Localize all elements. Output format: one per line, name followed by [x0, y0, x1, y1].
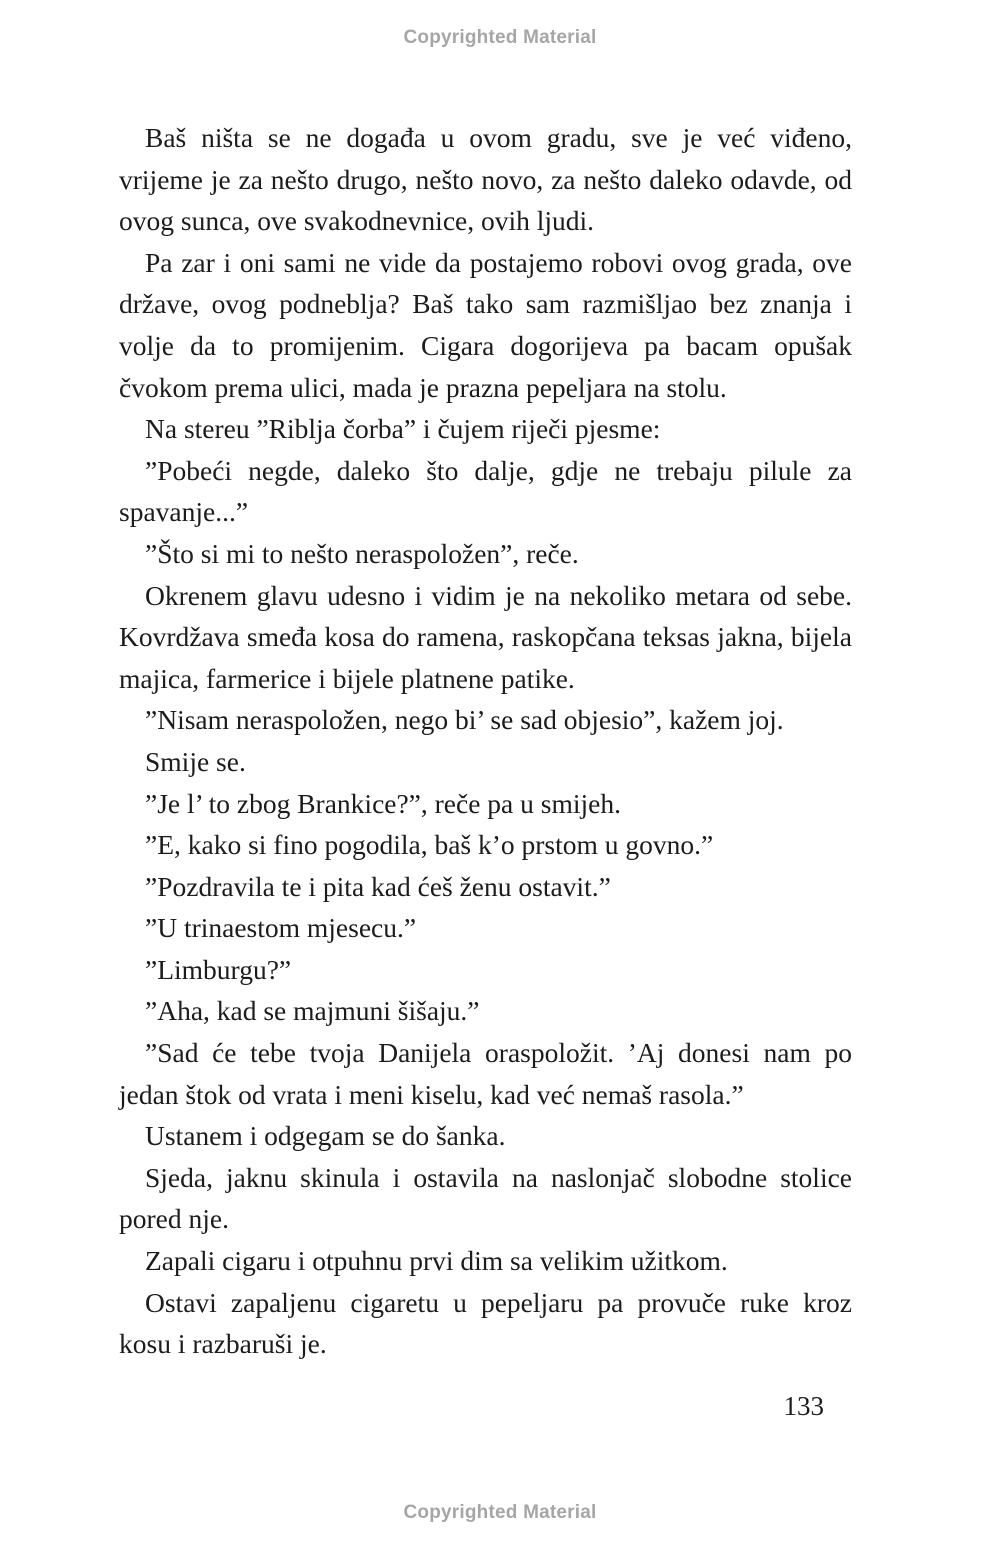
paragraph: Ostavi zapaljenu cigaretu u pepeljaru pa provuče ruke kroz kosu i razbaruši je.	[119, 1286, 852, 1360]
copyright-watermark-bottom: Copyrighted Material	[403, 1502, 597, 1523]
paragraph: Smije se.	[145, 745, 246, 777]
page-body-text	[119, 117, 852, 1365]
paragraph: ”Pobeći negde, daleko što dalje, gdje ne trebaju pilule za spavanje...”	[119, 454, 852, 528]
paragraph: Pa zar i oni sami ne vide da postajemo robovi ovog grada, ove države, ovog podneblja? Baš tako sam razmišljao bez znanja i volje da to promijenim. Cigara dogorijeva pa bacam opušak čvokom prema ulici, mada je prazna pepeljara na stolu.	[119, 246, 852, 403]
paragraph: Sjeda, jaknu skinula i ostavila na naslonjač slobodne stolice pored nje.	[119, 1161, 852, 1235]
paragraph: ”E, kako si fino pogodila, baš k’o prstom u govno.”	[145, 829, 714, 861]
paragraph: ”U trinaestom mjesecu.”	[145, 912, 417, 944]
paragraph: Na stereu ”Riblja čorba” i čujem riječi pjesme:	[145, 413, 661, 445]
paragraph: Zapali cigaru i otpuhnu prvi dim sa velikim užitkom.	[145, 1245, 728, 1277]
paragraph: ”Što si mi to nešto neraspoložen”, reče.	[145, 537, 579, 569]
page-number: 133	[783, 1391, 824, 1421]
paragraph: ”Pozdravila te i pita kad ćeš ženu ostavit.”	[145, 870, 611, 902]
paragraph: ”Limburgu?”	[145, 953, 292, 985]
paragraph: ”Je l’ to zbog Brankice?”, reče pa u smijeh.	[145, 787, 621, 819]
paragraph: ”Nisam neraspoložen, nego bi’ se sad objesio”, kažem joj.	[145, 704, 784, 736]
paragraph: ”Sad će tebe tvoja Danijela oraspoložit. ’Aj donesi nam po jedan štok od vrata i meni kiselu, kad već nemaš rasola.”	[119, 1037, 852, 1110]
paragraph: Okrenem glavu udesno i vidim je na nekoliko metara od sebe. Kovrdžava smeđa kosa do ramena, raskopčana teksas jakna, bijela majica, farmerice i bijele platnene patike.	[119, 579, 852, 694]
paragraph: ”Aha, kad se majmuni šišaju.”	[145, 995, 480, 1027]
paragraph: Ustanem i odgegam se do šanka.	[145, 1120, 506, 1152]
copyright-watermark-top: Copyrighted Material	[403, 27, 597, 48]
paragraph: Baš ništa se ne događa u ovom gradu, sve je već viđeno, vrijeme je za nešto drugo, nešto novo, za nešto daleko odavde, od ovog sunca, ove svakodnevnice, ovih ljudi.	[119, 122, 852, 237]
